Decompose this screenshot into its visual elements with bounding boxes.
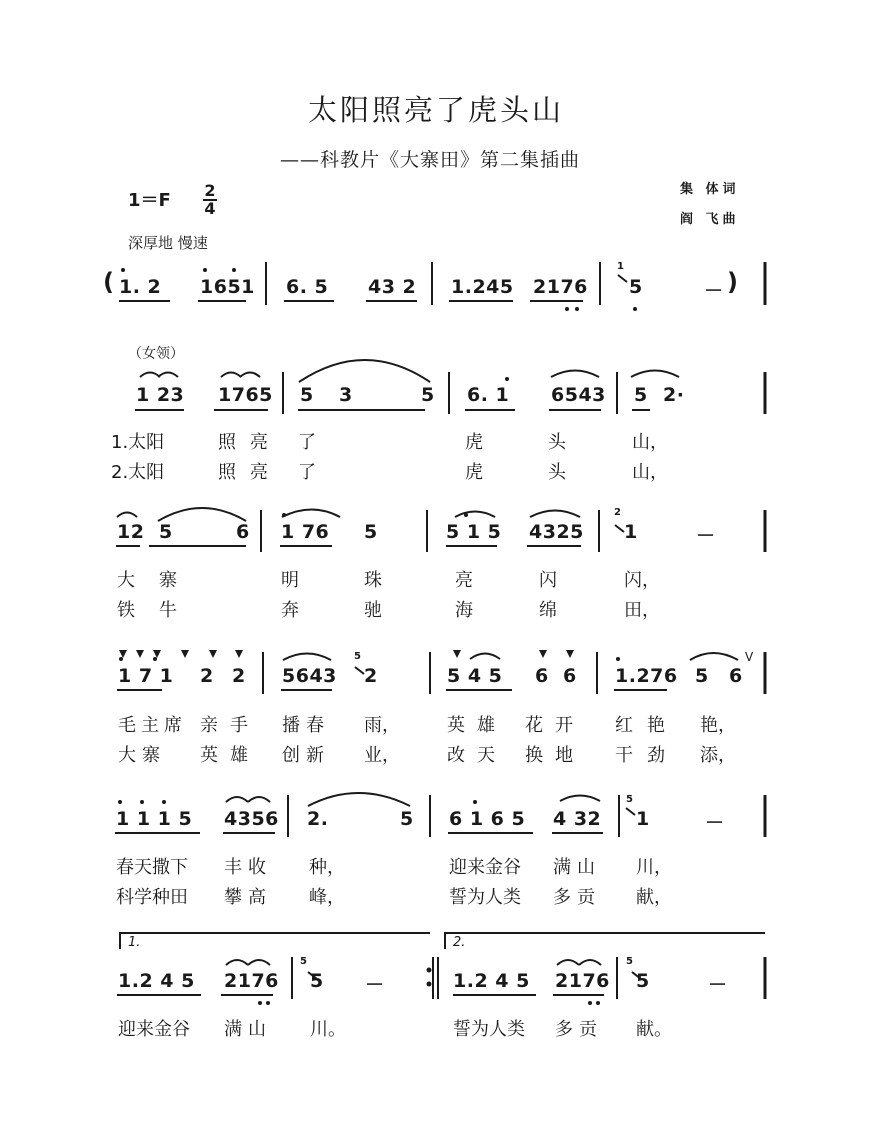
- time-signature-bottom: 4: [204, 199, 216, 218]
- lyric: 改天: [447, 745, 507, 766]
- tempo-marking: 深厚地 慢速: [128, 234, 208, 252]
- lyric: 寨: [159, 570, 177, 591]
- lyric: 丰收: [224, 857, 272, 878]
- lyric: 珠: [364, 570, 382, 591]
- voice-label: （女领）: [128, 346, 184, 362]
- intro-close-paren: ): [727, 268, 738, 296]
- note: 2.: [307, 808, 329, 830]
- lyric: 满山: [224, 1019, 272, 1040]
- lyric: 添，: [700, 745, 736, 766]
- lyric: 种，: [309, 857, 345, 878]
- lyric: 英雄: [200, 745, 260, 766]
- octave-dot: [258, 1001, 262, 1005]
- lyric: 亲手: [200, 715, 260, 736]
- lyric: 大寨: [118, 745, 166, 766]
- lyric: 献。: [636, 1019, 672, 1040]
- volta-second-ending: 2.: [453, 935, 466, 950]
- note-group: 6. 1: [467, 384, 510, 406]
- lyric: 闪: [539, 570, 557, 591]
- octave-dot: [473, 800, 477, 804]
- note-group: 1.2 4 5: [453, 970, 530, 992]
- note-group: 4 32: [553, 808, 602, 830]
- lyric: 2.太阳: [111, 462, 165, 483]
- note: 5: [364, 521, 378, 543]
- breath-mark: V: [745, 650, 754, 664]
- octave-dot: [121, 268, 125, 272]
- lyric: 山，: [632, 462, 668, 483]
- note: 5: [636, 970, 650, 992]
- note-group: 1.276: [615, 665, 678, 687]
- octave-dot: [464, 513, 468, 517]
- lyric: 雨，: [364, 715, 400, 736]
- note: 5: [695, 665, 709, 687]
- note: 5: [300, 384, 314, 406]
- lyric: 换地: [525, 745, 585, 766]
- note: 6: [236, 521, 250, 543]
- lyric: 田，: [624, 600, 660, 621]
- note-group: 1 1 1 5: [116, 808, 193, 830]
- octave-dot: [266, 1001, 270, 1005]
- octave-dot: [565, 307, 569, 311]
- note: －: [705, 812, 725, 834]
- note: －: [365, 974, 385, 996]
- note-group: 5 1 5: [446, 521, 502, 543]
- lyric: 峰，: [309, 887, 345, 908]
- note: 6: [563, 665, 577, 687]
- octave-dot: [505, 377, 509, 381]
- lyric: 虎: [465, 462, 483, 483]
- note-group: 1765: [218, 384, 273, 406]
- octave-dot: [140, 800, 144, 804]
- lyric: 多贡: [555, 1019, 603, 1040]
- lyric: 奔: [281, 600, 299, 621]
- time-signature-top: 2: [204, 181, 216, 200]
- note-group: 6 1 6 5: [449, 808, 526, 830]
- lyric: 满山: [553, 857, 601, 878]
- note: 5: [310, 970, 324, 992]
- lyric: 亮: [455, 570, 473, 591]
- lyric: 铁: [117, 600, 135, 621]
- lyric: 红艳: [615, 715, 679, 736]
- octave-dot: [203, 268, 207, 272]
- lyric: 驰: [364, 600, 382, 621]
- note-group: 5: [629, 276, 643, 298]
- note-group: 4356: [224, 808, 279, 830]
- note: 2: [232, 665, 246, 687]
- note: 2: [364, 665, 378, 687]
- octave-dot: [162, 800, 166, 804]
- lyric: 誓为人类: [449, 887, 521, 908]
- octave-dot: [596, 1001, 600, 1005]
- lyric: 春天撒下: [116, 857, 188, 878]
- lyric: 川，: [636, 857, 672, 878]
- song-subtitle: ——科教片《大寨田》第二集插曲: [280, 149, 581, 171]
- octave-dot: [232, 268, 236, 272]
- note-group: 43 2: [368, 276, 417, 298]
- note: 1: [624, 521, 638, 543]
- lyric: 艳，: [700, 715, 736, 736]
- grace-note: 2: [614, 507, 621, 518]
- note-group: 6543: [551, 384, 606, 406]
- lyric: 多贡: [553, 887, 601, 908]
- octave-dot: [588, 1001, 592, 1005]
- note-group: 2176: [555, 970, 610, 992]
- composer-credit: 阎 飞曲: [680, 212, 740, 227]
- note: －: [708, 974, 728, 996]
- octave-dot: [119, 657, 123, 661]
- lyric: 创新: [282, 745, 330, 766]
- note-group: 1. 2: [119, 276, 162, 298]
- note: 2·: [663, 384, 685, 406]
- note: 2: [200, 665, 214, 687]
- octave-dot: [118, 800, 122, 804]
- note: 6: [535, 665, 549, 687]
- lyric: 照亮: [218, 432, 282, 453]
- grace-note: 5: [626, 794, 633, 805]
- lyricist-credit: 集 体词: [680, 182, 740, 197]
- grace-note: 5: [626, 956, 633, 967]
- volta-first-ending: 1.: [128, 935, 141, 950]
- lyric: 川。: [310, 1019, 346, 1040]
- note-group: 12: [117, 521, 145, 543]
- note: 5: [159, 521, 173, 543]
- note-group: 6. 5: [286, 276, 329, 298]
- octave-dot: [575, 307, 579, 311]
- lyric: 闪，: [624, 570, 660, 591]
- lyric: 毛主席: [118, 715, 187, 736]
- grace-note: 1: [617, 261, 624, 272]
- note-group: 2176: [224, 970, 279, 992]
- lyric: 了: [298, 432, 316, 453]
- grace-note: 5: [300, 956, 307, 967]
- note-group: 4325: [529, 521, 584, 543]
- note: 5: [634, 384, 648, 406]
- lyric: 英雄: [447, 715, 507, 736]
- octave-dot: [616, 657, 620, 661]
- note: 1: [636, 808, 650, 830]
- key-signature: 1＝F: [128, 190, 171, 211]
- intro-open-paren: (: [103, 268, 114, 296]
- note: －: [696, 525, 716, 547]
- lyric: 牛: [159, 600, 177, 621]
- lyric: 攀高: [224, 887, 272, 908]
- lyric: 山，: [632, 432, 668, 453]
- lyric: 花开: [525, 715, 585, 736]
- lyric: 誓为人类: [453, 1019, 525, 1040]
- lyric: 迎来金谷: [449, 857, 521, 878]
- note-group: 1 23: [136, 384, 185, 406]
- lyric: 头: [548, 462, 566, 483]
- note: 5: [421, 384, 435, 406]
- octave-dot: [282, 513, 286, 517]
- octave-dot: [633, 307, 637, 311]
- lyric: 头: [548, 432, 566, 453]
- lyric: 播春: [282, 715, 330, 736]
- note-group: 1 7 1: [118, 665, 174, 687]
- lyric: 干劲: [615, 745, 679, 766]
- lyric: 海: [455, 600, 473, 621]
- lyric: 献，: [636, 887, 672, 908]
- note-group: 5 4 5: [447, 665, 503, 687]
- octave-dot: [153, 657, 157, 661]
- note-group: －: [704, 280, 724, 302]
- note-group: 5643: [282, 665, 337, 687]
- lyric: 迎来金谷: [118, 1019, 190, 1040]
- lyric: 绵: [539, 600, 557, 621]
- note-group: 1.245: [451, 276, 514, 298]
- lyric: 照亮: [218, 462, 282, 483]
- note-group: 2176: [533, 276, 588, 298]
- note: 6: [729, 665, 743, 687]
- song-title: 太阳照亮了虎头山: [307, 93, 564, 127]
- note: 3: [339, 384, 353, 406]
- lyric: 大: [117, 570, 135, 591]
- note-group: 1651: [200, 276, 255, 298]
- lyric: 虎: [465, 432, 483, 453]
- note-group: 1.2 4 5: [118, 970, 195, 992]
- grace-note: 5: [354, 651, 361, 662]
- note: 5: [400, 808, 414, 830]
- lyric: 了: [298, 462, 316, 483]
- lyric: 1.太阳: [111, 432, 165, 453]
- lyric: 业，: [364, 745, 400, 766]
- lyric: 科学种田: [116, 887, 188, 908]
- lyric: 明: [281, 570, 299, 591]
- note-group: 1 76: [281, 521, 330, 543]
